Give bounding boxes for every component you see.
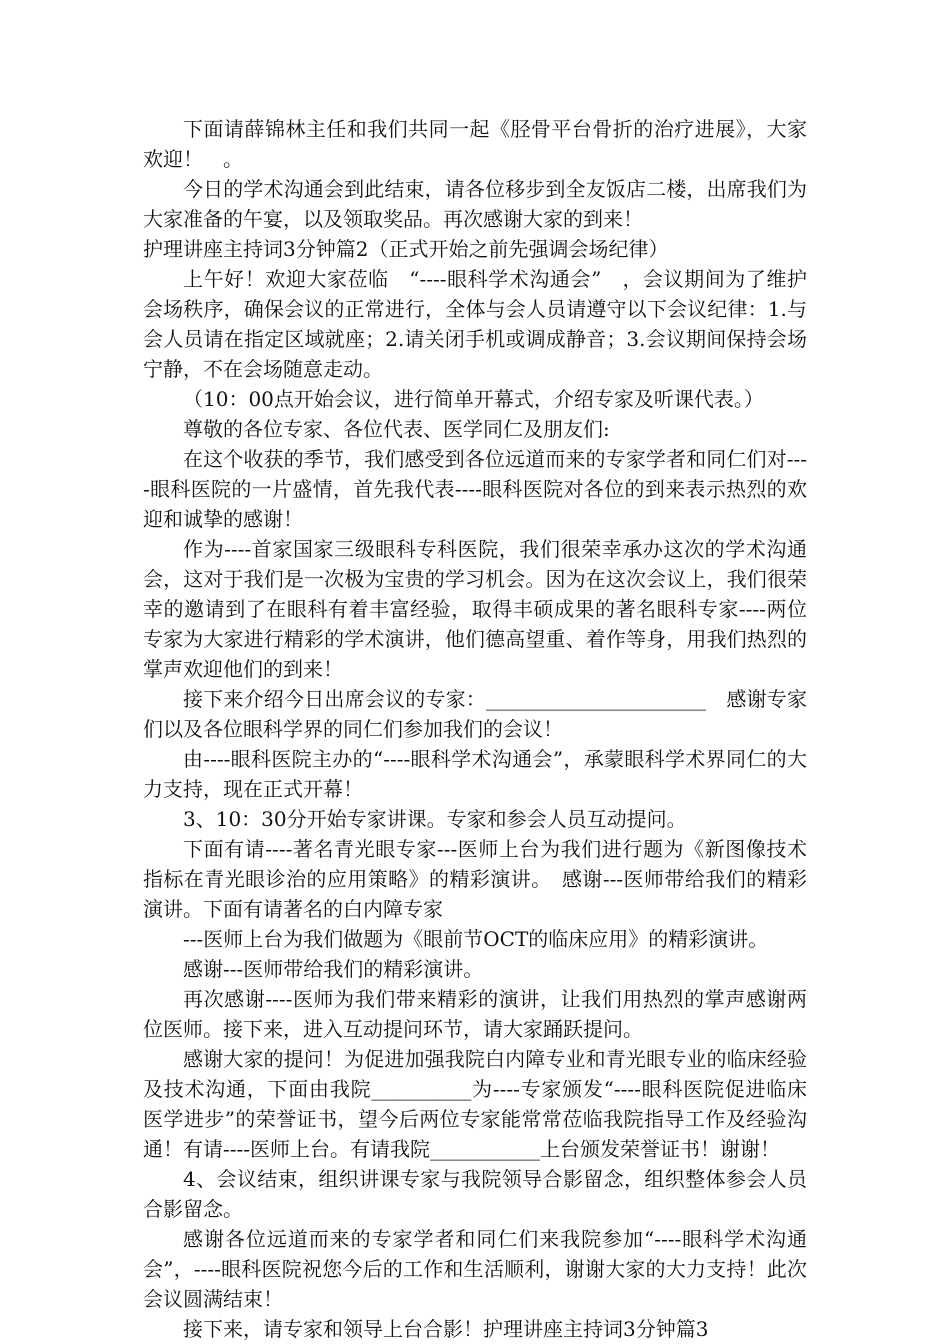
paragraph: 感谢---医师带给我们的精彩演讲。 <box>183 957 484 981</box>
paragraph: 由----眼科医院主办的“----眼科学术沟通会”，承蒙眼科学术界同仁的大力支持，现在正式开幕！ <box>143 747 807 801</box>
paragraph: 感谢大家的提问！为促进加强我院白内障专业和青光眼专业的临床经验及技术沟通，下面由我院__________为----专家颁发“----眼科医院促进临床医学进步”的荣誉证书，望今后两位专家能常常莅临我院指导工作及经验沟通！有请----医师上台。有请我院___________上台颁发荣誉证书！谢谢！ <box>143 1047 807 1161</box>
paragraph: 3、10：30分开始专家讲课。专家和参会人员互动提问。 <box>183 807 687 831</box>
paragraph: 作为----首家国家三级眼科专科医院，我们很荣幸承办这次的学术沟通会，这对于我们是一次极为宝贵的学习机会。因为在这次会议上，我们很荣幸的邀请到了在眼科有着丰富经验，取得丰硕成果的著名眼科专家----两位专家为大家进行精彩的学术演讲，他们德高望重、着作等身，用我们热烈的掌声欢迎他们的到来！ <box>143 537 807 681</box>
paragraph: 下面有请----著名青光眼专家---医师上台为我们进行题为《新图像技术指标在青光眼诊治的应用策略》的精彩演讲。 感谢---医师带给我们的精彩演讲。下面有请著名的白内障专家 <box>143 837 807 921</box>
paragraph: 接下来，请专家和领导上台合影！护理讲座主持词3分钟篇3 <box>183 1317 709 1341</box>
paragraph: 在这个收获的季节，我们感受到各位远道而来的专家学者和同仁们对----眼科医院的一片盛情，首先我代表----眼科医院对各位的到来表示热烈的欢迎和诚挚的感谢！ <box>143 447 807 531</box>
paragraph: 接下来介绍今日出席会议的专家：______________________ 感谢专家们以及各位眼科学界的同仁们参加我们的会议！ <box>143 687 807 741</box>
paragraph: 下面请薛锦林主任和我们共同一起《胫骨平台骨折的治疗进展》，大家欢迎！ 。 <box>143 117 807 171</box>
paragraph: 4、会议结束，组织讲课专家与我院领导合影留念，组织整体参会人员合影留念。 <box>143 1167 807 1221</box>
paragraph: ---医师上台为我们做题为《眼前节OCT的临床应用》的精彩演讲。 <box>183 927 769 951</box>
section-heading: 护理讲座主持词3分钟篇2（正式开始之前先强调会场纪律） <box>143 237 669 261</box>
paragraph: （10：00点开始会议，进行简单开幕式，介绍专家及听课代表。） <box>183 387 764 411</box>
document-body <box>143 114 807 1344</box>
paragraph: 感谢各位远道而来的专家学者和同仁们来我院参加“----眼科学术沟通会”，----眼科医院祝您今后的工作和生活顺利，谢谢大家的大力支持！此次会议圆满结束！ <box>143 1227 807 1311</box>
paragraph: 今日的学术沟通会到此结束，请各位移步到全友饭店二楼，出席我们为大家准备的午宴，以及领取奖品。再次感谢大家的到来！ <box>143 177 807 231</box>
paragraph: 再次感谢----医师为我们带来精彩的演讲，让我们用热烈的掌声感谢两位医师。接下来，进入互动提问环节，请大家踊跃提问。 <box>143 987 807 1041</box>
paragraph: 上午好！欢迎大家莅临 “----眼科学术沟通会” ，会议期间为了维护会场秩序，确保会议的正常进行，全体与会人员请遵守以下会议纪律：1.与会人员请在指定区域就座；2.请关闭手机或调成静音；3.会议期间保持会场宁静，不在会场随意走动。 <box>143 267 807 381</box>
paragraph: 尊敬的各位专家、各位代表、医学同仁及朋友们: <box>183 417 610 441</box>
